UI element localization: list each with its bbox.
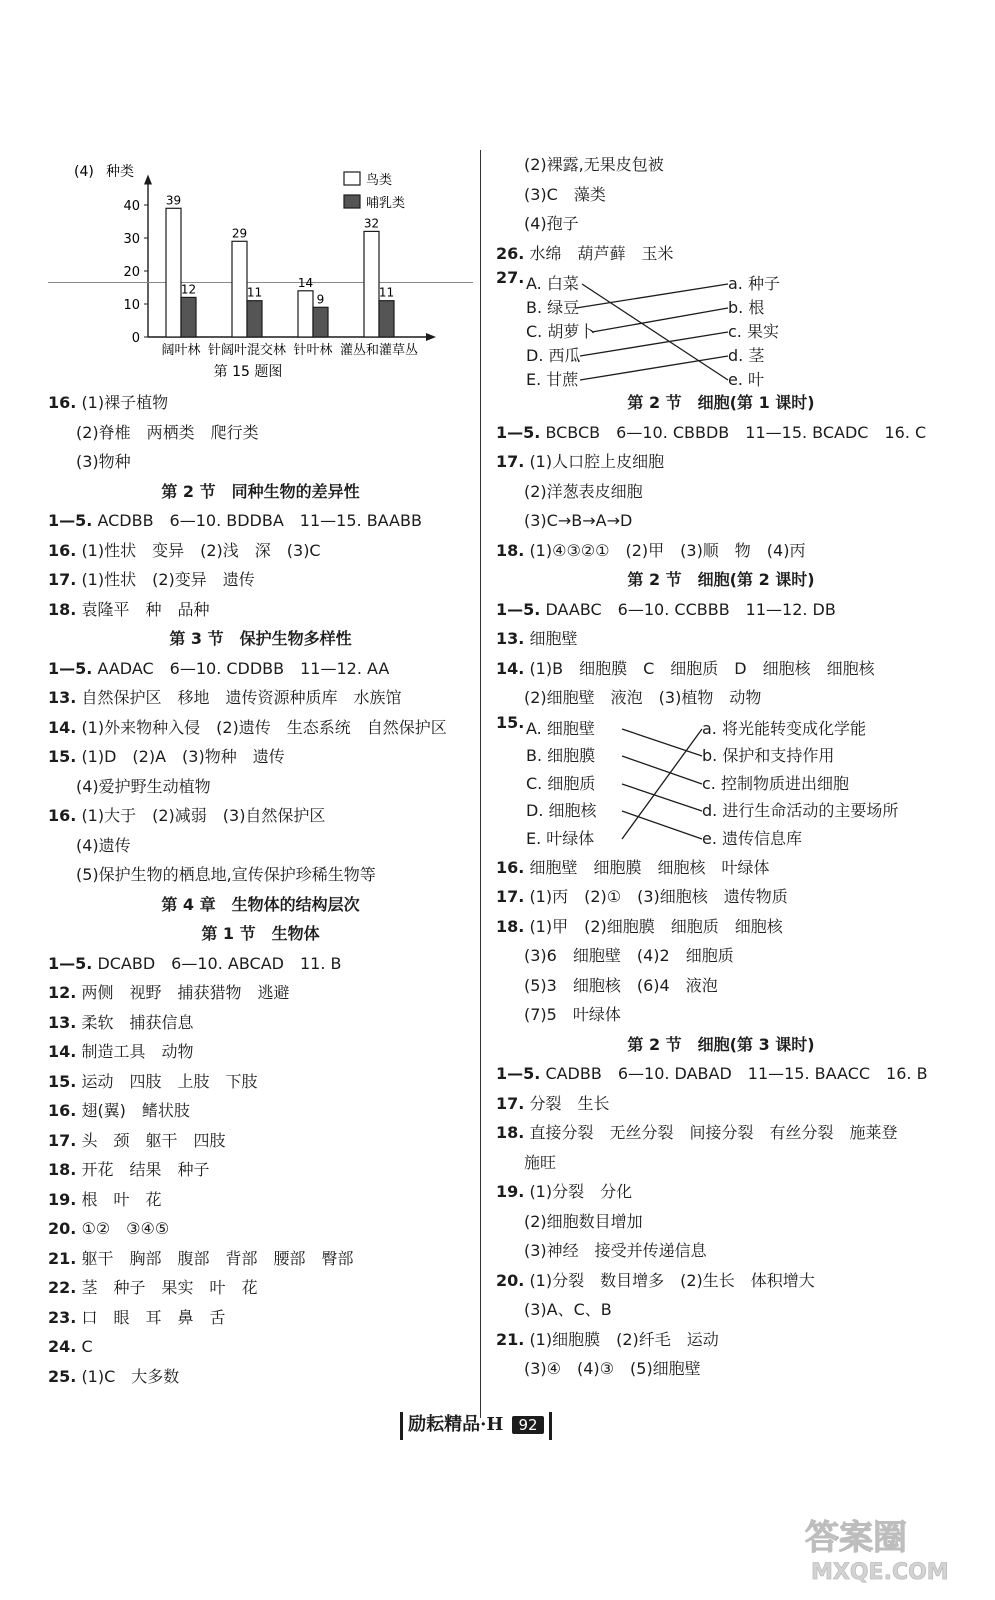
x-category-label: 阔叶林 — [161, 343, 201, 358]
q27-matching — [496, 268, 946, 388]
question-number: 1—5. — [48, 511, 93, 530]
svg-text:答案圈: 答案圈 — [805, 1518, 907, 1558]
mammal-value-label: 11 — [246, 285, 263, 300]
left-column — [48, 150, 473, 1391]
answer-line — [48, 1185, 473, 1215]
y-tick-label: 10 — [123, 298, 140, 313]
answer-text: (3)C 藻类 — [524, 184, 606, 204]
answer-subline — [496, 971, 946, 1001]
x-category-label: 针阔叶混交林 — [207, 343, 287, 358]
section-heading: 第 2 节 细胞(第 2 课时) — [627, 570, 815, 589]
answer-subline — [48, 447, 473, 477]
watermark-logo — [797, 1511, 967, 1586]
answer-text: 分裂 生长 — [529, 1093, 610, 1113]
left-answers — [48, 388, 473, 1391]
answer-text: C — [81, 1337, 93, 1356]
answer-text: (5)保护生物的栖息地,宣传保护珍稀生物等 — [76, 865, 376, 884]
answer-line — [48, 683, 473, 713]
question-number: 1—5. — [496, 422, 541, 442]
answer-line — [496, 447, 946, 477]
bird-bar — [298, 291, 313, 337]
page-footer — [400, 1410, 600, 1450]
answer-text: 两侧 视野 捕获猎物 逃避 — [81, 983, 290, 1002]
answer-line — [496, 1266, 946, 1296]
answer-text: (3)C→B→A→D — [524, 511, 633, 530]
q27-left-item: C. 胡萝卜 — [526, 322, 596, 341]
answer-text: 自然保护区 移地 遗传资源种质库 水族馆 — [81, 688, 402, 707]
footer-brand: 励耘精品·H — [408, 1414, 504, 1435]
answer-line — [496, 595, 946, 625]
question-number: 24. — [48, 1337, 77, 1356]
answer-line — [48, 1037, 473, 1067]
answer-line — [48, 1362, 473, 1392]
bird-value-label: 14 — [297, 275, 314, 290]
question-number: 14. — [48, 717, 77, 737]
answer-text: (1)细胞膜 (2)纤毛 运动 — [529, 1329, 719, 1349]
right-answers-middle — [496, 388, 946, 713]
legend-swatch-mammals — [344, 195, 360, 208]
answer-subline — [48, 831, 473, 861]
answer-text: 运动 四肢 上肢 下肢 — [81, 1071, 258, 1091]
answer-line — [48, 1008, 473, 1038]
answer-text: (1)裸子植物 — [81, 393, 169, 412]
q27-right-item: c. 果实 — [728, 322, 779, 341]
question-number: 16. — [48, 1101, 77, 1120]
footer-bar-left — [400, 1412, 403, 1440]
answer-text: (1)丙 (2)① (3)细胞核 遗传物质 — [529, 887, 788, 906]
answer-subline — [496, 941, 946, 971]
section-heading: 第 2 节 细胞(第 3 课时) — [627, 1034, 815, 1054]
q15-right-item: d. 进行生命活动的主要场所 — [702, 801, 899, 820]
question-number: 17. — [496, 1093, 525, 1113]
question-number: 1—5. — [48, 658, 93, 678]
column-divider — [480, 150, 481, 1418]
svg-text:MXQE.COM: MXQE.COM — [811, 1560, 949, 1585]
connector-line — [582, 284, 728, 380]
question-number: 16. — [496, 857, 525, 877]
answer-text: 头 颈 躯干 四肢 — [81, 1130, 226, 1150]
answer-text: 躯干 胸部 腹部 背部 腰部 臀部 — [81, 1248, 354, 1268]
q27-right-item: e. 叶 — [728, 370, 765, 389]
mammal-bar — [313, 307, 328, 337]
x-category-label: 针叶林 — [293, 343, 333, 358]
answer-subline — [48, 772, 473, 802]
question-number: 1—5. — [496, 1064, 541, 1083]
answer-line — [48, 1273, 473, 1303]
connector-line — [622, 756, 702, 784]
q15-connector-lines — [496, 713, 946, 858]
answer-text: 茎 种子 果实 叶 花 — [81, 1278, 258, 1297]
answer-text: 水绵 葫芦藓 玉米 — [529, 243, 674, 263]
answer-text: (2)洋葱表皮细胞 — [524, 481, 643, 501]
answer-text: (1)人口腔上皮细胞 — [529, 452, 665, 471]
answer-line — [496, 1089, 946, 1119]
question-number: 22. — [48, 1278, 77, 1297]
answer-subline — [496, 209, 946, 239]
answer-text: CADBB 6—10. DABAD 11—15. BAACC 16. B — [545, 1064, 928, 1083]
bird-bar — [232, 241, 247, 337]
q15-left-item: B. 细胞膜 — [526, 746, 596, 765]
answer-subline — [496, 180, 946, 210]
answer-text: ACDBB 6—10. BDDBA 11—15. BAABB — [97, 511, 422, 530]
answer-text: 施旺 — [524, 1152, 557, 1172]
answer-text: DAABC 6—10. CCBBB 11—12. DB — [545, 599, 836, 619]
legend-swatch-birds — [344, 172, 360, 185]
question-number: 16. — [48, 806, 77, 825]
section-heading: 第 1 节 生物体 — [201, 924, 320, 943]
footer-bar-right — [549, 1412, 552, 1440]
section-heading: 第 2 节 同种生物的差异性 — [161, 481, 360, 501]
question-number: 1—5. — [48, 953, 93, 973]
answer-text: DCABD 6—10. ABCAD 11. B — [97, 953, 342, 973]
answer-text: AADAC 6—10. CDDBB 11—12. AA — [97, 658, 390, 678]
section-heading: 第 4 章 生物体的结构层次 — [161, 894, 360, 914]
answer-text: (3)④ (4)③ (5)细胞壁 — [524, 1359, 701, 1378]
answer-line — [48, 1155, 473, 1185]
right-answers-top — [496, 150, 946, 268]
bird-value-label: 39 — [165, 193, 182, 208]
answer-text: (1)分裂 数目增多 (2)生长 体积增大 — [529, 1270, 815, 1290]
answer-text: ①② ③④⑤ — [81, 1219, 170, 1238]
chart-label: (4) — [74, 164, 94, 180]
question-number: 16. — [48, 540, 77, 560]
answer-line — [48, 949, 473, 979]
answer-line — [48, 595, 473, 625]
answer-line — [48, 1303, 473, 1333]
mammal-value-label: 12 — [180, 282, 197, 297]
answer-text: (3)A、C、B — [524, 1300, 612, 1319]
answer-text: (1)性状 (2)变异 遗传 — [81, 570, 255, 589]
connector-line — [580, 356, 728, 380]
section-heading: 第 3 节 保护生物多样性 — [169, 629, 352, 648]
answer-text: (4)遗传 — [76, 835, 131, 855]
q27-left-item: E. 甘蔗 — [526, 370, 579, 389]
question-number: 17. — [48, 1130, 77, 1150]
bird-bar — [166, 208, 181, 337]
y-tick-label: 30 — [123, 232, 140, 247]
chart-svg — [48, 150, 473, 388]
question-number: 19. — [496, 1182, 525, 1201]
q15-left-item: E. 叶绿体 — [526, 828, 595, 848]
question-number: 17. — [496, 452, 525, 471]
answer-text: (2)细胞壁 液泡 (3)植物 动物 — [524, 688, 762, 707]
question-number: 13. — [496, 629, 525, 648]
answer-line — [48, 978, 473, 1008]
y-tick-label: 20 — [123, 265, 140, 280]
answer-line — [496, 536, 946, 566]
answer-text: (4)爱护野生动植物 — [76, 776, 211, 796]
q15-matching — [496, 713, 946, 853]
answer-text: 翅(翼) 鳍状肢 — [81, 1101, 190, 1120]
answer-line — [48, 742, 473, 772]
question-number: 23. — [48, 1307, 77, 1327]
answer-line — [48, 1332, 473, 1362]
answer-text: 直接分裂 无丝分裂 间接分裂 有丝分裂 施莱登 — [529, 1123, 898, 1142]
answer-line — [48, 1244, 473, 1274]
bar-chart — [48, 150, 473, 388]
mammal-value-label: 9 — [316, 292, 325, 307]
q15-left-item: A. 细胞壁 — [526, 718, 595, 738]
q27-connector-lines — [496, 268, 946, 396]
answer-subline — [496, 1148, 946, 1178]
connector-line — [622, 811, 702, 839]
question-number: 18. — [48, 1160, 77, 1179]
mammal-bar — [247, 301, 262, 337]
answer-line — [496, 239, 946, 269]
answer-line — [496, 882, 946, 912]
answer-text: (2)裸露,无果皮包被 — [524, 155, 664, 174]
q15-right-item: a. 将光能转变成化学能 — [702, 718, 866, 738]
legend-label-birds: 鸟类 — [366, 173, 393, 188]
answer-line — [48, 1126, 473, 1156]
chart-caption: 第 15 题图 — [213, 364, 283, 380]
question-number: 14. — [48, 1042, 77, 1061]
connector-line — [592, 308, 728, 332]
q27-right-item: a. 种子 — [728, 274, 780, 293]
answer-text: (1)D (2)A (3)物种 遗传 — [81, 747, 285, 766]
right-answers-bottom — [496, 853, 946, 1384]
q15-left-item: D. 细胞核 — [526, 801, 597, 820]
answer-text: (4)孢子 — [524, 214, 579, 233]
connector-line — [622, 784, 702, 811]
answer-line — [48, 1214, 473, 1244]
mammal-bar — [379, 301, 394, 337]
bird-value-label: 29 — [231, 226, 248, 241]
question-number: 13. — [48, 688, 77, 707]
answer-text: (1)性状 变异 (2)浅 深 (3)C — [81, 540, 321, 560]
answer-line — [496, 654, 946, 684]
answer-text: (1)甲 (2)细胞膜 细胞质 细胞核 — [529, 916, 783, 936]
q27-right-item: d. 茎 — [728, 346, 765, 365]
q15-right-item: b. 保护和支持作用 — [702, 746, 835, 765]
question-number: 13. — [48, 1012, 77, 1032]
answer-text: (1)外来物种入侵 (2)遗传 生态系统 自然保护区 — [81, 717, 447, 737]
question-number: 21. — [48, 1248, 77, 1268]
answer-text: (1)分裂 分化 — [529, 1182, 633, 1201]
answer-line — [496, 1059, 946, 1089]
question-number: 18. — [496, 1123, 525, 1142]
connector-line — [580, 332, 728, 356]
q15-right-item: c. 控制物质进出细胞 — [702, 773, 849, 793]
x-category-label: 灌丛和灌草丛 — [339, 343, 419, 358]
question-number: 17. — [48, 570, 77, 589]
question-number: 18. — [496, 916, 525, 936]
answer-line — [496, 418, 946, 448]
question-number: 16. — [48, 393, 77, 412]
bird-value-label: 32 — [363, 216, 380, 231]
answer-text: 细胞壁 — [529, 629, 578, 648]
question-number: 12. — [48, 983, 77, 1002]
answer-text: (1)B 细胞膜 C 细胞质 D 细胞核 细胞核 — [529, 658, 875, 678]
answer-line — [496, 1325, 946, 1355]
answer-line — [48, 1096, 473, 1126]
answer-text: 制造工具 动物 — [81, 1042, 194, 1061]
question-number: 1—5. — [496, 599, 541, 619]
page-number: 92 — [512, 1416, 543, 1434]
q15-right-item: e. 遗传信息库 — [702, 828, 803, 848]
answer-text: 根 叶 花 — [81, 1189, 162, 1209]
answer-line — [48, 801, 473, 831]
question-number: 21. — [496, 1329, 525, 1349]
q27-left-item: D. 西瓜 — [526, 346, 581, 365]
question-number: 20. — [496, 1270, 525, 1290]
answer-line — [496, 1118, 946, 1148]
legend-label-mammals: 哺乳类 — [366, 196, 406, 211]
question-number: 18. — [496, 540, 525, 560]
bird-bar — [364, 231, 379, 337]
answer-line — [496, 1177, 946, 1207]
answer-line — [496, 624, 946, 654]
answer-subline — [496, 506, 946, 536]
connector-line — [622, 729, 702, 756]
answer-text: (2)细胞数目增加 — [524, 1211, 643, 1231]
q27-left-item: B. 绿豆 — [526, 298, 580, 317]
answer-subline — [496, 1236, 946, 1266]
question-number: 14. — [496, 658, 525, 678]
answer-text: (2)脊椎 两栖类 爬行类 — [76, 422, 259, 442]
answer-text: 开花 结果 种子 — [81, 1160, 210, 1179]
answer-line — [48, 565, 473, 595]
answer-line — [48, 506, 473, 536]
question-number: 26. — [496, 243, 525, 263]
answer-subline — [496, 477, 946, 507]
question-number: 17. — [496, 887, 525, 906]
y-axis-arrow — [144, 175, 152, 185]
section-heading: 第 2 节 细胞(第 1 课时) — [627, 393, 815, 412]
answer-text: 细胞壁 细胞膜 细胞核 叶绿体 — [529, 857, 770, 877]
answer-line — [48, 713, 473, 743]
question-number: 18. — [48, 599, 77, 619]
answer-text: (1)大于 (2)减弱 (3)自然保护区 — [81, 806, 326, 825]
answer-text: (1)④③②① (2)甲 (3)顺 物 (4)丙 — [529, 540, 806, 560]
connector-line — [622, 729, 702, 839]
answer-subline — [48, 860, 473, 890]
answer-text: 口 眼 耳 鼻 舌 — [81, 1307, 226, 1327]
x-axis-arrow — [426, 333, 436, 341]
q27-right-item: b. 根 — [728, 298, 765, 317]
answer-line — [48, 536, 473, 566]
mammal-value-label: 11 — [378, 285, 395, 300]
connector-line — [576, 284, 728, 308]
answer-subline — [48, 418, 473, 448]
q15-left-item: C. 细胞质 — [526, 773, 596, 793]
y-tick-label: 0 — [131, 331, 140, 346]
y-tick-label: 40 — [123, 199, 140, 214]
answer-text: (5)3 细胞核 (6)4 液泡 — [524, 975, 718, 995]
answer-subline — [496, 1000, 946, 1030]
answer-subline — [496, 1354, 946, 1384]
answer-text: (7)5 叶绿体 — [524, 1005, 621, 1024]
question-number: 25. — [48, 1366, 77, 1386]
q27-number: 27. — [496, 268, 525, 287]
answer-text: 柔软 捕获信息 — [81, 1012, 194, 1032]
q27-left-item: A. 白菜 — [526, 274, 579, 293]
answer-text: (3)6 细胞壁 (4)2 细胞质 — [524, 946, 734, 965]
answer-text: (1)C 大多数 — [81, 1366, 180, 1386]
q15-number: 15. — [496, 712, 525, 732]
question-number: 19. — [48, 1189, 77, 1209]
y-axis-label: 种类 — [106, 164, 134, 180]
question-number: 15. — [48, 747, 77, 766]
answer-subline — [496, 150, 946, 180]
answer-subline — [496, 1295, 946, 1325]
answer-text: BCBCB 6—10. CBBDB 11—15. BCADC 16. C — [545, 422, 927, 442]
answer-line — [48, 388, 473, 418]
answer-subline — [496, 683, 946, 713]
answer-line — [48, 1067, 473, 1097]
answer-line — [496, 912, 946, 942]
answer-subline — [496, 1207, 946, 1237]
answer-text: (3)神经 接受并传递信息 — [524, 1241, 707, 1260]
answer-text: 袁隆平 种 品种 — [81, 599, 210, 619]
answer-line — [48, 654, 473, 684]
mammal-bar — [181, 297, 196, 337]
right-column — [496, 150, 946, 1384]
question-number: 15. — [48, 1071, 77, 1091]
answer-text: (3)物种 — [76, 452, 131, 471]
question-number: 20. — [48, 1219, 77, 1238]
